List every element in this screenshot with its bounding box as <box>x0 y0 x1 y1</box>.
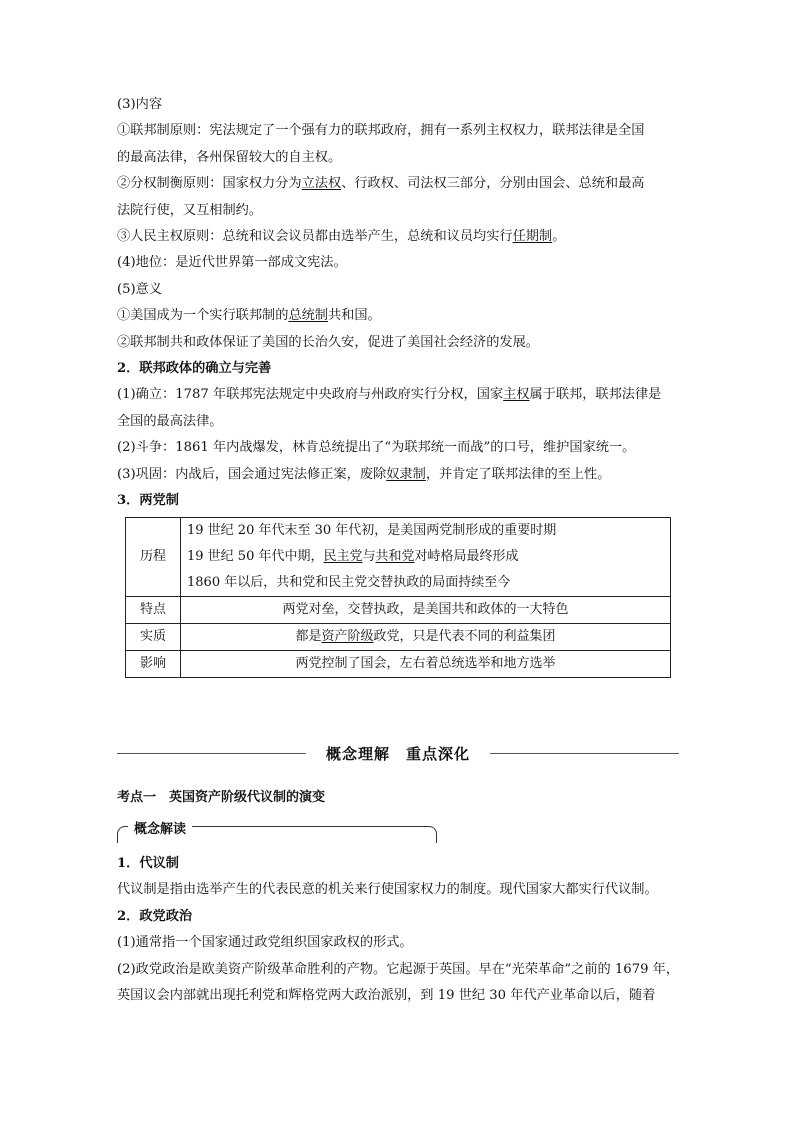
underlined-term: 资产阶级 <box>321 628 374 644</box>
text-span: (1)确立：1787 年联邦宪法规定中央政府与州政府实行分权，国家 <box>117 387 504 403</box>
concept-box-label: 概念解读 <box>128 818 192 837</box>
cell-line: 19 世纪 20 年代末至 30 年代初，是美国两党制形成的重要时期 <box>187 522 557 538</box>
underlined-term: 主权 <box>503 387 530 403</box>
table-cell: 两党控制了国会，左右着总统选举和地方选举 <box>181 650 671 677</box>
underlined-term: 共和党 <box>375 548 415 564</box>
table-row-label: 影响 <box>126 650 181 677</box>
point-title: 考点一 英国资产阶级代议制的演变 <box>117 790 326 805</box>
table-row <box>126 623 671 650</box>
text-span: (3)巩固：内战后，国会通过宪法修正案，废除 <box>117 466 387 482</box>
underlined-term: 任期制 <box>512 229 553 245</box>
subheading: 2．政党政治 <box>117 908 193 924</box>
table-row-label: 特点 <box>126 596 181 623</box>
underlined-term: 民主党 <box>323 548 363 564</box>
section-title: 概念理解 重点深化 <box>326 744 471 763</box>
concept-box <box>117 822 437 843</box>
content-upper <box>117 92 679 678</box>
text-line: 代议制是指由选举产生的代表民意的机关来行使国家权力的制度。现代国家大都实行代议制。 <box>117 882 658 898</box>
text-span: 共和国。 <box>328 308 381 324</box>
text-line: ①联邦制原则：宪法规定了一个强有力的联邦政府，拥有一系列主权权力，联邦法律是全国 <box>117 123 645 139</box>
table-row <box>126 650 671 677</box>
text-line: (5)意义 <box>117 281 163 297</box>
content-lower <box>117 851 679 1009</box>
text-span: 政党，只是代表不同的利益集团 <box>373 628 556 644</box>
underlined-term: 立法权 <box>301 176 342 192</box>
underlined-term: 总统制 <box>288 308 328 324</box>
text-line <box>117 303 679 329</box>
text-span: ①美国成为一个实行联邦制的 <box>117 308 289 324</box>
text-line: (2)斗争：1861 年内战爆发，林肯总统提出了“为联邦统一而战”的口号，维护国家统一。 <box>117 440 636 456</box>
two-party-table <box>125 517 671 678</box>
text-span: 。 <box>552 229 566 245</box>
text-line <box>117 462 679 488</box>
cell-line <box>187 544 664 570</box>
text-span: ，并肯定了联邦法律的至上性。 <box>425 466 611 482</box>
text-line: (4)地位：是近代世界第一部成文宪法。 <box>117 255 347 271</box>
subheading: 2．联邦政体的确立与完善 <box>117 361 272 377</box>
cell-line: 1860 年以后，共和党和民主党交替执政的局面持续至今 <box>187 574 511 590</box>
text-line <box>117 224 679 250</box>
text-line: ②联邦制共和政体保证了美国的长治久安，促进了美国社会经济的发展。 <box>117 334 539 350</box>
divider-left <box>117 753 306 754</box>
text-line <box>117 171 679 197</box>
table-cell <box>181 623 671 650</box>
text-span: ②分权制衡原则：国家权力分为 <box>117 176 302 192</box>
text-span: 属于联邦，联邦法律是 <box>529 387 662 403</box>
text-line: (3)内容 <box>117 97 163 112</box>
text-line: (1)通常指一个国家通过政党组织国家政权的形式。 <box>117 935 413 951</box>
table-row <box>126 596 671 623</box>
table-row-label: 实质 <box>126 623 181 650</box>
subheading: 3．两党制 <box>117 493 179 509</box>
divider-right <box>490 753 679 754</box>
text-line: 英国议会内部就出现托利党和辉格党两大政治派别，到 19 世纪 30 年代产业革命以后，随着 <box>117 988 656 1004</box>
text-span: 19 世纪 50 年代中期， <box>187 548 324 564</box>
text-line <box>117 382 679 408</box>
text-span: ③人民主权原则：总统和议会议员都由选举产生，总统和议员均实行 <box>117 229 513 245</box>
text-line: 的最高法律，各州保留较大的自主权。 <box>117 149 342 165</box>
table-cell: 两党对垒，交替执政，是美国共和政体的一大特色 <box>181 596 671 623</box>
text-line: 法院行使，又互相制约。 <box>117 202 263 218</box>
text-span: 与 <box>362 548 376 564</box>
section-banner <box>117 740 679 766</box>
text-line: 全国的最高法律。 <box>117 413 223 429</box>
text-span: 、行政权、司法权三部分，分别由国会、总统和最高 <box>341 176 645 192</box>
text-span: 都是 <box>295 628 322 644</box>
subheading: 1．代议制 <box>117 856 179 871</box>
table-cell <box>181 517 671 596</box>
table-row-label: 历程 <box>126 517 181 596</box>
underlined-term: 奴隶制 <box>386 466 426 482</box>
table-row <box>126 517 671 596</box>
text-span: 对峙格局最终形成 <box>414 548 519 564</box>
text-line: (2)政党政治是欧美资产阶级革命胜利的产物。它起源于英国。早在“光荣革命”之前的 1679 年， <box>117 961 679 977</box>
